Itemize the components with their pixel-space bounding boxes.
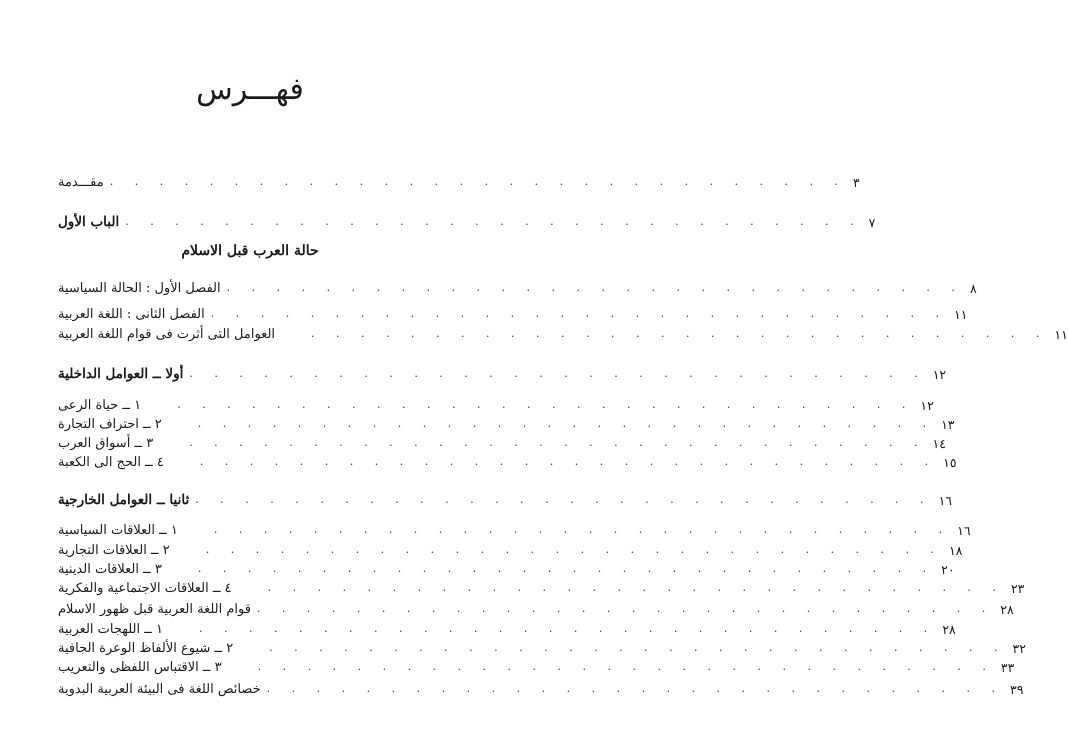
toc-entry-text: ٤ ــ الحج الى الكعبة — [58, 454, 164, 470]
toc-entry-text: ١ ــ اللهجات العربية — [58, 621, 163, 637]
toc-entry — [58, 364, 947, 384]
toc-entry-text: ١ ــ العلاقات السياسية — [58, 522, 178, 538]
toc-entry-text: ٤ ــ العلاقات الاجتماعية والفكرية — [58, 580, 232, 596]
toc-page-number: ٨ — [969, 280, 977, 296]
toc-entry — [58, 452, 957, 472]
toc-entry-text: خصائص اللغة فى البيئة العربية البدوية — [58, 681, 261, 697]
toc-page-number: ١٢ — [920, 397, 934, 413]
toc-page-number: ١٥ — [943, 454, 957, 470]
leader-dots: . . . . . . . . . . . . . . . . . . . . . . . . . . . . . . — [199, 622, 937, 635]
toc-page-number: ٣٣ — [1000, 659, 1015, 675]
toc-entry — [58, 304, 968, 324]
toc-entry-text: الباب الأول — [58, 214, 120, 230]
toc-page-number: ١٦ — [957, 522, 971, 538]
toc-page-number: ٢٣ — [1010, 580, 1025, 596]
toc-entry-text: ١ ــ حياة الرعى — [58, 397, 142, 413]
leader-dots: . . . . . . . . . . . . . . . . . . . . . . . . . . . . . . — [177, 398, 915, 411]
leader-dots: . . . . . . . . . . . . . . . . . . . . . . . . . . . . . . — [267, 581, 1005, 594]
leader-dots: . . . . . . . . . . . . . . . . . . . . . . . . . . . . . . — [189, 367, 927, 380]
toc-entry-text: ثانيا ــ العوامل الخارجية — [58, 492, 190, 508]
toc-page-number: ١٦ — [938, 492, 952, 508]
leader-dots: . . . . . . . . . . . . . . . . . . . . . . . . . . . . . . — [199, 455, 938, 468]
toc-entry — [58, 638, 1026, 658]
toc-entry — [58, 490, 952, 510]
toc-page-number: ٢٨ — [942, 621, 956, 637]
toc-entry-text: ٢ ــ شيوع الألفاظ الوعرة الجافية — [58, 640, 234, 656]
toc-entry-text: العوامل التى أثرت فى قوام اللغة العربية — [58, 326, 276, 342]
toc-entry — [58, 212, 876, 232]
toc-page-number: ٢٨ — [1000, 601, 1014, 617]
toc-page-number: ١٤ — [932, 435, 946, 451]
leader-dots: . . . . . . . . . . . . . . . . . . . . . . . . . . . . . . — [205, 543, 944, 556]
toc-entry-text: ٣ ــ الاقتباس اللفظى والتعريب — [58, 659, 222, 675]
leader-dots: . . . . . . . . . . . . . . . . . . . . . . . . . . . . . . — [256, 602, 995, 615]
toc-entry — [58, 520, 971, 540]
toc-entry — [58, 619, 956, 639]
leader-dots: . . . . . . . . . . . . . . . . . . . . . . . . . . . . . . — [197, 417, 936, 430]
toc-page-number: ٣٢ — [1012, 640, 1026, 656]
toc-entry — [58, 324, 1068, 344]
toc-entry — [58, 540, 963, 560]
toc-entry — [58, 578, 1025, 598]
toc-page-number: ٢٠ — [941, 561, 955, 577]
leader-dots: . . . . . . . . . . . . . . . . . . . . . . . . . . . . . . — [197, 562, 936, 575]
toc-entry — [58, 414, 955, 434]
toc-entry — [58, 679, 1024, 699]
section-subheading: حالة العرب قبل الاسلام — [181, 243, 319, 259]
toc-entry — [58, 559, 955, 579]
toc-page-number: ٧ — [868, 214, 876, 230]
toc-page-number: ٣٩ — [1009, 681, 1024, 697]
leader-dots: . . . . . . . . . . . . . . . . . . . . . . . . . . . . . . — [189, 436, 927, 449]
toc-entry-text: الفصل الأول : الحالة السياسية — [58, 280, 221, 296]
toc-entry — [58, 278, 977, 298]
toc-entry-text: ٢ ــ العلاقات التجارية — [58, 542, 170, 558]
leader-dots: . . . . . . . . . . . . . . . . . . . . . . . . . . . . . . — [125, 215, 863, 228]
toc-entry — [58, 172, 860, 192]
toc-page-number: ١٢ — [932, 366, 947, 382]
toc-entry-text: ٣ ــ أسواق العرب — [58, 435, 154, 451]
toc-page-number: ٣ — [853, 174, 860, 190]
toc-entry-text: ٢ ــ احتراف التجارة — [58, 416, 162, 432]
toc-entry — [58, 433, 946, 453]
toc-page-number: ١٣ — [941, 416, 955, 432]
leader-dots: . . . . . . . . . . . . . . . . . . . . . . . . . . . . . . — [311, 327, 1049, 340]
toc-entry — [58, 657, 1015, 677]
toc-entry-text: الفصل الثانى : اللغة العربية — [58, 306, 205, 322]
leader-dots: . . . . . . . . . . . . . . . . . . . . . . . . . . . . . . — [195, 493, 933, 506]
toc-page-number: ١١ — [1054, 326, 1068, 342]
leader-dots: . . . . . . . . . . . . . . . . . . . . . . . . . . . . . . — [269, 641, 1007, 654]
toc-page-number: ١٨ — [949, 542, 963, 558]
page-title: فهـــرس — [196, 72, 304, 107]
toc-entry-text: قوام اللغة العربية قبل ظهور الاسلام — [58, 601, 251, 617]
toc-entry-text: أولا ــ العوامل الداخلية — [58, 366, 184, 382]
leader-dots: . . . . . . . . . . . . . . . . . . . . . . . . . . . . . . — [109, 175, 848, 188]
leader-dots: . . . . . . . . . . . . . . . . . . . . . . . . . . . . . . — [257, 660, 995, 673]
toc-entry — [58, 395, 934, 415]
toc-entry-text: ٣ ــ العلاقات الدينية — [58, 561, 162, 577]
leader-dots: . . . . . . . . . . . . . . . . . . . . . . . . . . . . . . — [210, 307, 949, 320]
toc-entry-text: مقـــدمة — [58, 174, 104, 190]
leader-dots: . . . . . . . . . . . . . . . . . . . . . . . . . . . . . . — [213, 523, 952, 536]
toc-page-number: ١١ — [954, 306, 968, 322]
leader-dots: . . . . . . . . . . . . . . . . . . . . . . . . . . . . . . — [226, 281, 964, 294]
leader-dots: . . . . . . . . . . . . . . . . . . . . . . . . . . . . . . — [266, 682, 1004, 695]
toc-entry — [58, 599, 1014, 619]
